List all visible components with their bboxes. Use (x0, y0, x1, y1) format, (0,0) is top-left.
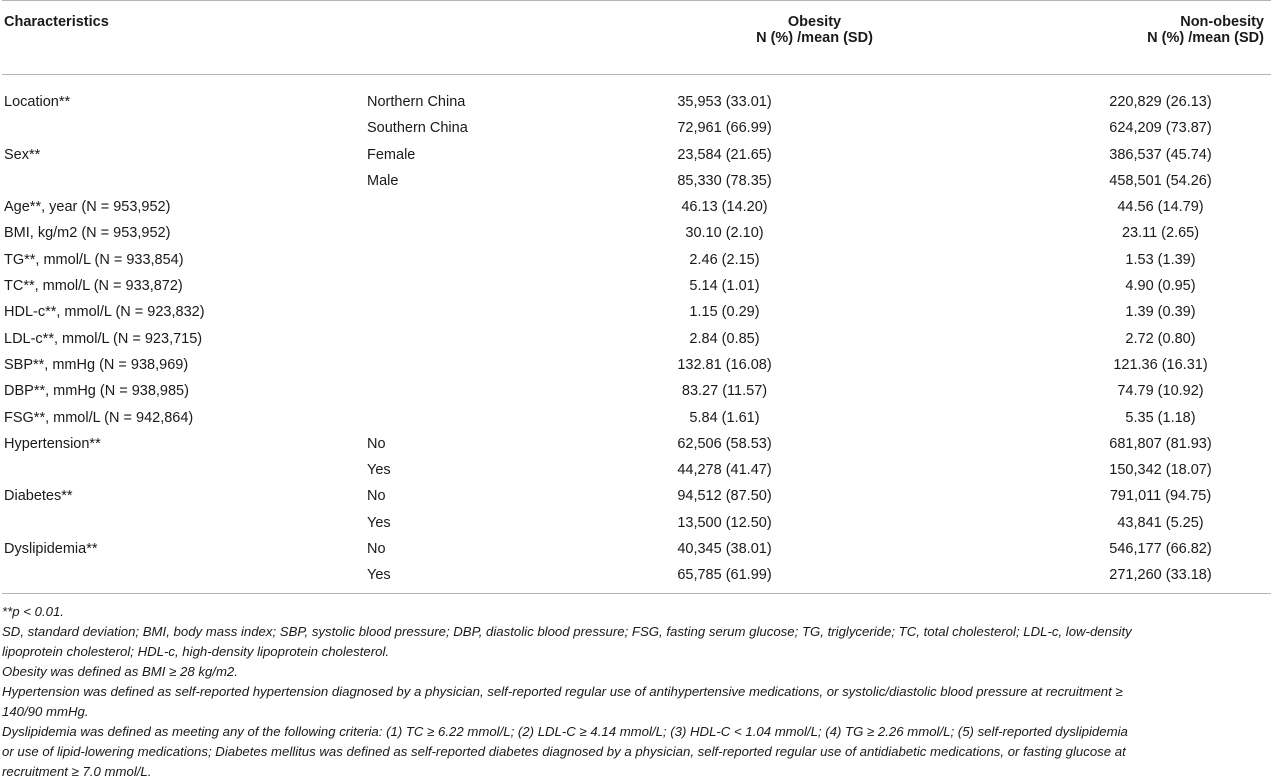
cell-category: Yes (367, 462, 391, 479)
cell-obesity: 62,506 (58.53) (677, 435, 772, 452)
table-row (2, 483, 1271, 509)
header-obesity-sub: N (%) /mean (SD) (756, 30, 873, 46)
cell-characteristic (2, 115, 367, 141)
cell-characteristic: HDL-c**, mmol/L (N = 923,832) (4, 304, 205, 321)
table-row (2, 536, 1271, 562)
table-row (2, 510, 1271, 536)
table-row (2, 220, 1271, 246)
cell-obesity: 5.14 (1.01) (689, 278, 760, 295)
header-characteristics: Characteristics (4, 14, 109, 30)
cell-nonobesity: 624,209 (73.87) (1109, 120, 1212, 137)
header-nonobesity (932, 1, 1271, 75)
cell-category: No (367, 488, 386, 505)
cell-characteristic (2, 457, 367, 483)
cell-nonobesity: 43,841 (5.25) (1117, 514, 1204, 531)
table-row (2, 168, 1271, 194)
footnote: Obesity was defined as BMI ≥ 28 kg/m2. (2, 663, 238, 679)
table-row (2, 405, 1271, 431)
table-row (2, 115, 1271, 141)
cell-characteristic: SBP**, mmHg (N = 938,969) (4, 356, 189, 373)
cell-characteristic: FSG**, mmol/L (N = 942,864) (4, 409, 194, 426)
table-body (2, 75, 1271, 594)
cell-nonobesity: 74.79 (10.92) (1117, 383, 1204, 400)
cell-nonobesity: 386,537 (45.74) (1109, 146, 1212, 163)
cell-category: Yes (367, 514, 391, 531)
cell-nonobesity: 1.39 (0.39) (1125, 304, 1196, 321)
cell-characteristic: TC**, mmol/L (N = 933,872) (4, 278, 183, 295)
table-row (2, 326, 1271, 352)
cell-characteristic: Sex** (4, 146, 41, 163)
characteristics-table (2, 0, 1271, 594)
table-row (2, 247, 1271, 273)
cell-obesity: 72,961 (66.99) (677, 120, 772, 137)
cell-characteristic: Age**, year (N = 953,952) (4, 199, 171, 216)
cell-characteristic: Dyslipidemia** (4, 541, 98, 558)
cell-characteristic: TG**, mmol/L (N = 933,854) (4, 251, 184, 268)
table-row (2, 75, 1271, 116)
cell-obesity: 23,584 (21.65) (677, 146, 772, 163)
cell-category: Northern China (367, 94, 466, 110)
cell-category (367, 220, 577, 246)
cell-category (367, 273, 577, 299)
footnote: Hypertension was defined as self-reported hypertension diagnosed by a physician, self-reported regular use of antihypertensive medications, or systolic/diastolic blood pressure at recruitment ≥ 140/90 mmHg. (2, 683, 1123, 719)
cell-category: Yes (367, 567, 391, 584)
cell-nonobesity: 1.53 (1.39) (1125, 251, 1196, 268)
cell-nonobesity: 5.35 (1.18) (1125, 409, 1196, 426)
cell-obesity: 2.84 (0.85) (689, 330, 760, 347)
cell-nonobesity: 150,342 (18.07) (1109, 462, 1212, 479)
cell-obesity: 44,278 (41.47) (677, 462, 772, 479)
cell-obesity: 35,953 (33.01) (677, 94, 772, 110)
cell-characteristic: DBP**, mmHg (N = 938,985) (4, 383, 189, 400)
cell-nonobesity: 220,829 (26.13) (1109, 94, 1212, 110)
cell-characteristic: BMI, kg/m2 (N = 953,952) (4, 225, 171, 242)
cell-characteristic: Location** (4, 94, 71, 110)
cell-characteristic: Diabetes** (4, 488, 73, 505)
table-row (2, 378, 1271, 404)
cell-obesity: 30.10 (2.10) (685, 225, 764, 242)
cell-obesity: 65,785 (61.99) (677, 567, 772, 584)
cell-characteristic (2, 510, 367, 536)
table-row (2, 431, 1271, 457)
table-header-row (2, 1, 1271, 75)
cell-category (367, 405, 577, 431)
cell-category (367, 326, 577, 352)
cell-category (367, 352, 577, 378)
cell-nonobesity: 546,177 (66.82) (1109, 541, 1212, 558)
cell-obesity: 83.27 (11.57) (681, 383, 768, 400)
header-nonobesity-sub: N (%) /mean (SD) (1147, 30, 1264, 46)
cell-obesity: 13,500 (12.50) (677, 514, 772, 531)
table-row (2, 194, 1271, 220)
footnote: SD, standard deviation; BMI, body mass index; SBP, systolic blood pressure; DBP, diastolic blood pressure; FSG, fasting serum glucose; TG, triglyceride; TC, total cholesterol; LDL-c, low-density lipoprotein cholesterol; HDL-c, high-density lipoprotein cholesterol. (2, 623, 1132, 659)
cell-obesity: 94,512 (87.50) (677, 488, 772, 505)
cell-characteristic (2, 562, 367, 593)
cell-nonobesity: 4.90 (0.95) (1125, 278, 1196, 295)
table-row (2, 142, 1271, 168)
cell-category: No (367, 435, 386, 452)
cell-category: Female (367, 146, 416, 163)
header-obesity (577, 1, 932, 75)
cell-nonobesity: 23.11 (2.65) (1121, 225, 1200, 242)
cell-nonobesity: 458,501 (54.26) (1109, 172, 1212, 189)
cell-characteristic: Hypertension** (4, 435, 101, 452)
cell-category (367, 378, 577, 404)
header-obesity-title: Obesity (787, 14, 842, 30)
cell-category (367, 299, 577, 325)
footnote: **p < 0.01. (2, 603, 64, 619)
cell-obesity: 2.46 (2.15) (689, 251, 760, 268)
cell-nonobesity: 44.56 (14.79) (1117, 199, 1204, 216)
table-row (2, 273, 1271, 299)
header-nonobesity-title: Non-obesity (1180, 14, 1264, 30)
cell-nonobesity: 121.36 (16.31) (1113, 356, 1208, 373)
cell-obesity: 132.81 (16.08) (677, 356, 772, 373)
cell-obesity: 5.84 (1.61) (689, 409, 760, 426)
table-row (2, 457, 1271, 483)
cell-obesity: 40,345 (38.01) (677, 541, 772, 558)
cell-nonobesity: 2.72 (0.80) (1125, 330, 1196, 347)
header-spacer (367, 1, 577, 75)
cell-nonobesity: 681,807 (81.93) (1109, 435, 1212, 452)
footnote: Dyslipidemia was defined as meeting any of the following criteria: (1) TC ≥ 6.22 mmol/L; (2) LDL-C ≥ 4.14 mmol/L; (3) HDL-C < 1.04 mmol/L; (4) TG ≥ 2.26 mmol/L; (5) self-reported dyslipidemia or use of lipid-lowering medications; Diabetes mellitus was defined as self-reported diabetes diagnosed by a physician, self-reported regular use of antidiabetic medications, or fasting glucose at recruitment ≥ 7.0 mmol/L. (2, 723, 1128, 779)
cell-category (367, 247, 577, 273)
table-row (2, 562, 1271, 593)
cell-characteristic: LDL-c**, mmol/L (N = 923,715) (4, 330, 203, 347)
cell-nonobesity: 791,011 (94.75) (1109, 488, 1212, 505)
cell-obesity: 1.15 (0.29) (689, 304, 760, 321)
cell-obesity: 46.13 (14.20) (681, 199, 768, 216)
cell-characteristic (2, 168, 367, 194)
cell-category: No (367, 541, 386, 558)
table-row (2, 299, 1271, 325)
cell-nonobesity: 271,260 (33.18) (1109, 567, 1212, 584)
cell-category (367, 194, 577, 220)
cell-obesity: 85,330 (78.35) (677, 172, 772, 189)
table-footnotes (0, 594, 1142, 782)
cell-category: Male (367, 172, 399, 189)
table-row (2, 352, 1271, 378)
cell-category: Southern China (367, 120, 468, 137)
